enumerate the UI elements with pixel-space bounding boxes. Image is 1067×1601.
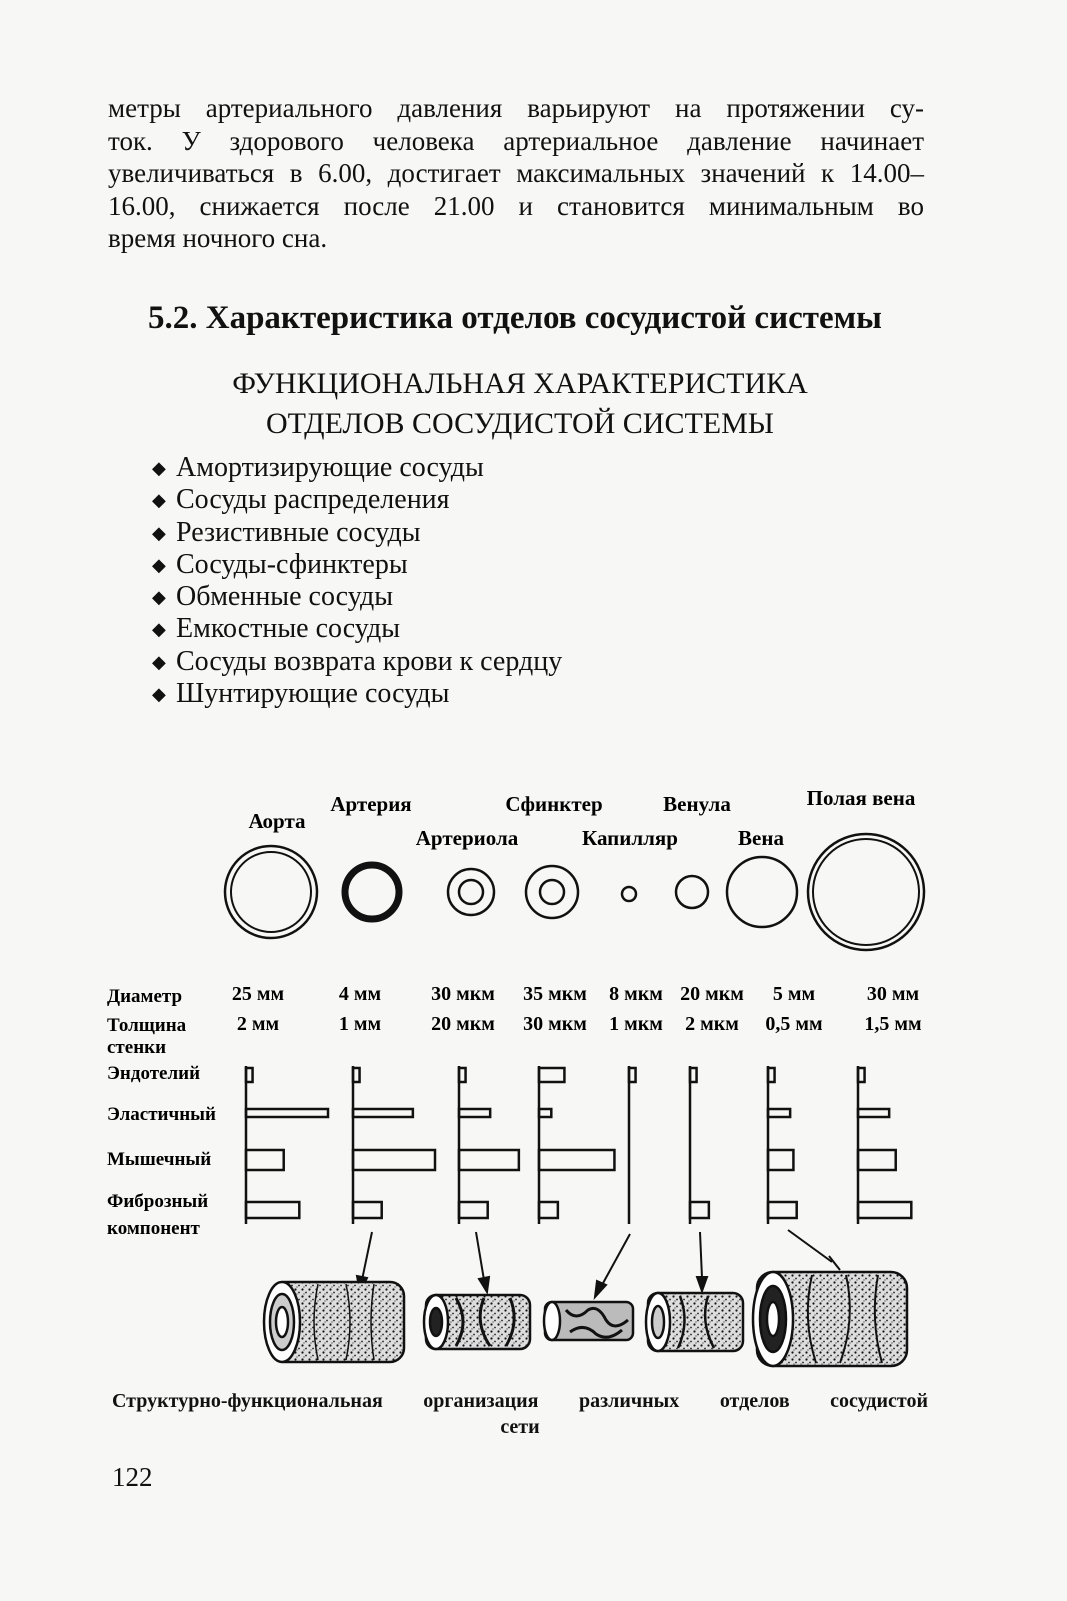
vessel-illustration-vein	[753, 1272, 907, 1366]
endothelium-bar	[539, 1068, 564, 1082]
intro-line: метры артериального давления варьируют на протяжении су-	[108, 93, 924, 123]
arrow-head-icon	[595, 1281, 606, 1297]
fibrous-bar	[768, 1202, 797, 1218]
elastic-bar	[353, 1109, 413, 1117]
cross-section-artery	[345, 865, 399, 919]
endothelium-bar	[459, 1068, 466, 1082]
intro-line: время ночного сна.	[108, 223, 328, 253]
fibrous-bar	[353, 1202, 382, 1218]
arrow-line	[602, 1234, 630, 1285]
vessel-label-aorta: Аорта	[248, 809, 306, 833]
section-title: 5.2. Характеристика отделов сосудистой системы	[148, 300, 882, 336]
row-label-fibrous: Фиброзный	[107, 1191, 209, 1212]
list-item: ◆ Обменные сосуды	[152, 581, 394, 613]
diamond-bullet-icon: ◆	[152, 458, 166, 478]
wall-thickness-value: 30 мкм	[523, 1013, 587, 1035]
arrow-line	[362, 1232, 372, 1280]
wall-thickness-value: 1,5 мм	[864, 1013, 922, 1035]
muscle-bar	[858, 1150, 896, 1170]
endothelium-bar	[353, 1068, 360, 1082]
row-label-wall: Толщина	[107, 1015, 187, 1036]
row-label-elastic: Эластичный	[107, 1104, 216, 1125]
list-item: ◆ Сосуды возврата крови к сердцу	[152, 645, 563, 677]
diamond-bullet-icon: ◆	[152, 684, 166, 705]
wall-thickness-value: 0,5 мм	[765, 1013, 823, 1035]
diameter-value: 30 мм	[866, 983, 920, 1005]
fibrous-bar	[690, 1202, 709, 1218]
list-item: ◆ Амортизирующие сосуды	[152, 452, 484, 483]
fibrous-bar	[459, 1202, 488, 1218]
wall-thickness-value: 20 мкм	[431, 1013, 495, 1035]
elastic-bar	[459, 1109, 490, 1117]
list-item: ◆ Сосуды-сфинктеры	[152, 548, 408, 580]
cross-section-sphincter	[526, 866, 578, 918]
list-item: ◆ Емкостные сосуды	[152, 613, 401, 645]
row-label-wall: стенки	[107, 1037, 167, 1058]
vessel-label-arteriole: Артериола	[415, 826, 519, 850]
intro-line: ток. У здорового человека артериальное давление начинает	[108, 125, 924, 156]
figure-caption	[112, 1388, 928, 1440]
vessel-illustration-arteriole	[424, 1295, 530, 1349]
elastic-bar	[858, 1109, 889, 1117]
muscle-bar	[768, 1150, 793, 1170]
diamond-bullet-icon: ◆	[152, 651, 166, 672]
fibrous-bar	[246, 1202, 299, 1218]
vessel-illustration-venule	[646, 1293, 743, 1351]
diameter-value: 35 мкм	[523, 983, 587, 1005]
vessel-illustration-artery	[264, 1282, 404, 1362]
diamond-bullet-icon: ◆	[152, 490, 166, 511]
arrow-line	[476, 1232, 484, 1280]
wall-layer-bars	[246, 1066, 911, 1224]
arrow-head-icon	[479, 1277, 489, 1292]
diamond-bullet-icon: ◆	[152, 587, 166, 608]
functional-title-line: ОТДЕЛОВ СОСУДИСТОЙ СИСТЕМЫ	[266, 407, 774, 440]
vessel-label-artery: Артерия	[330, 792, 412, 816]
cross-section-venule	[676, 876, 708, 908]
diamond-bullet-icon: ◆	[152, 619, 166, 640]
vessel-label-vena-cava: Полая вена	[806, 786, 916, 810]
endothelium-bar	[768, 1068, 775, 1082]
cross-section-vena-cava	[808, 834, 924, 950]
diameter-value: 8 мкм	[609, 983, 663, 1005]
list-item: ◆ Шунтирующие сосуды	[152, 678, 450, 710]
arrow-line	[788, 1230, 832, 1262]
vessel-label-venule: Венула	[663, 792, 731, 816]
elastic-bar	[246, 1109, 328, 1117]
vessel-label-vein: Вена	[738, 826, 784, 850]
intro-line: 16.00, снижается после 21.00 и становится минимальным во	[108, 190, 924, 221]
wall-thickness-value: 1 мм	[338, 1013, 382, 1035]
diamond-bullet-icon: ◆	[152, 554, 166, 575]
row-label-diameter: Диаметр	[107, 986, 183, 1007]
list-item: ◆ Резистивные сосуды	[152, 516, 421, 548]
diameter-value: 5 мм	[772, 983, 816, 1005]
elastic-bar	[539, 1109, 551, 1117]
row-label-endothelium: Эндотелий	[107, 1063, 201, 1084]
list-item: ◆ Сосуды распределения	[152, 484, 450, 516]
diamond-bullet-icon: ◆	[152, 522, 166, 543]
row-label-fibrous: компонент	[107, 1218, 200, 1239]
fibrous-bar	[858, 1202, 911, 1218]
elastic-bar	[768, 1109, 790, 1117]
muscle-bar	[539, 1150, 614, 1170]
intro-line: увеличиваться в 6.00, достигает максимальных значений к 14.00–	[108, 158, 924, 188]
vessel-illustration-capillary	[544, 1302, 633, 1340]
muscle-bar	[353, 1150, 435, 1170]
cross-section-aorta	[225, 846, 317, 938]
cross-section-vein	[727, 857, 797, 927]
caption-line: Структурно-функциональная организация различных отделов сосудистой	[112, 1390, 928, 1412]
wall-thickness-value: 1 мкм	[609, 1013, 663, 1035]
vessel-label-capillary: Капилляр	[582, 826, 678, 850]
arrow-head-icon	[829, 1256, 840, 1270]
muscle-bar	[459, 1150, 519, 1170]
diameter-value: 25 мм	[231, 983, 285, 1005]
diameter-value: 30 мкм	[431, 983, 495, 1005]
endothelium-bar	[246, 1068, 253, 1082]
endothelium-bar	[629, 1068, 636, 1082]
arrow-line	[700, 1232, 702, 1278]
page-number: 122	[112, 1462, 153, 1492]
cross-section-arteriole	[448, 869, 494, 915]
wall-thickness-value: 2 мм	[236, 1013, 280, 1035]
diameter-value: 4 мм	[338, 983, 382, 1005]
endothelium-bar	[690, 1068, 697, 1082]
cross-section-capillary	[622, 887, 636, 901]
wall-thickness-value: 2 мкм	[685, 1013, 739, 1035]
muscle-bar	[246, 1150, 284, 1170]
functional-title-line: ФУНКЦИОНАЛЬНАЯ ХАРАКТЕРИСТИКА	[232, 367, 808, 400]
fibrous-bar	[539, 1202, 558, 1218]
row-label-muscle: Мышечный	[107, 1149, 212, 1170]
endothelium-bar	[858, 1068, 865, 1082]
arrow-head-icon	[697, 1277, 707, 1291]
vessel-label-sphincter: Сфинктер	[505, 792, 603, 816]
caption-line: сети	[500, 1416, 540, 1438]
diameter-value: 20 мкм	[680, 983, 744, 1005]
